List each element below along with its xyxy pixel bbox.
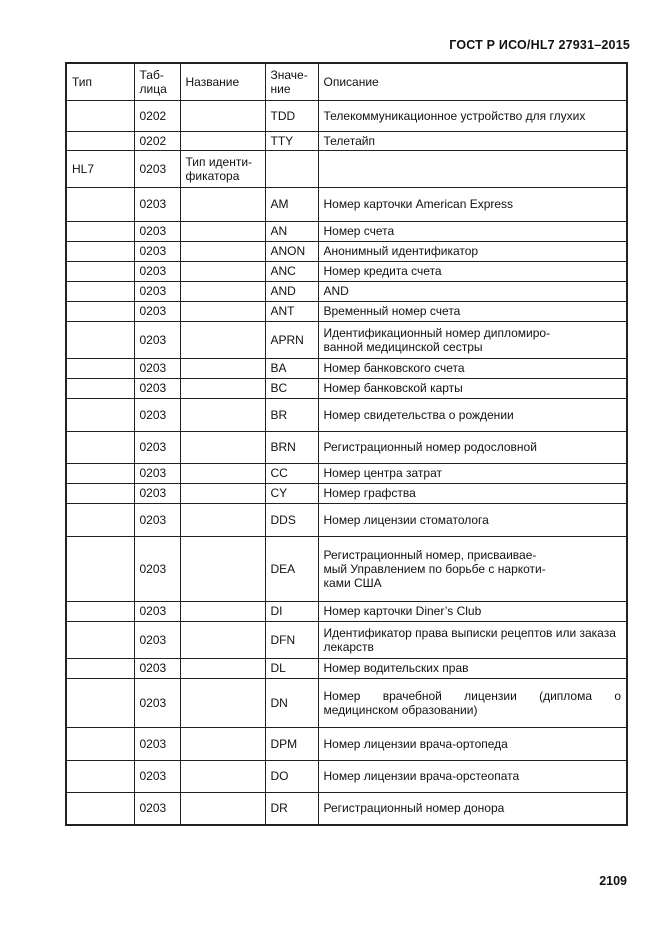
cell-name: [180, 301, 265, 321]
column-header-value: Значе- ние: [265, 63, 318, 100]
table-row: [66, 261, 627, 281]
cell-type: [66, 678, 134, 727]
table-row: [66, 503, 627, 536]
cell-description: Номер графства: [318, 483, 627, 503]
cell-table: 0203: [134, 678, 180, 727]
table-row: [66, 483, 627, 503]
cell-description: Идентификатор права выписки рецептов или заказа лекарств: [318, 621, 627, 658]
table-row: [66, 678, 627, 727]
cell-table: 0203: [134, 358, 180, 378]
cell-name: [180, 281, 265, 301]
cell-type: [66, 321, 134, 358]
table-row: [66, 398, 627, 431]
cell-value: ANC: [265, 261, 318, 281]
cell-type: [66, 187, 134, 221]
cell-value: BC: [265, 378, 318, 398]
cell-name: [180, 792, 265, 825]
cell-value: TDD: [265, 100, 318, 131]
cell-name: [180, 100, 265, 131]
cell-type: [66, 727, 134, 760]
cell-table: 0203: [134, 378, 180, 398]
cell-table: 0203: [134, 601, 180, 621]
cell-type: [66, 261, 134, 281]
cell-description: Регистрационный номер родословной: [318, 431, 627, 463]
table-row: [66, 281, 627, 301]
table-row: [66, 301, 627, 321]
cell-description: Номер лицензии врача-ортопеда: [318, 727, 627, 760]
cell-table: 0203: [134, 658, 180, 678]
cell-value: AND: [265, 281, 318, 301]
cell-table: 0202: [134, 100, 180, 131]
cell-type: [66, 221, 134, 241]
table-header-row: [66, 63, 627, 100]
cell-table: 0203: [134, 431, 180, 463]
table-row: [66, 792, 627, 825]
cell-name: [180, 536, 265, 601]
cell-table: 0203: [134, 727, 180, 760]
cell-table: 0203: [134, 150, 180, 187]
cell-table: 0203: [134, 261, 180, 281]
cell-value: DFN: [265, 621, 318, 658]
cell-name: [180, 261, 265, 281]
cell-type: [66, 658, 134, 678]
cell-description: Регистрационный номер, присваивае- мый Управлением по борьбе с наркоти- ками США: [318, 536, 627, 601]
cell-description: AND: [318, 281, 627, 301]
cell-name: [180, 221, 265, 241]
cell-table: 0203: [134, 221, 180, 241]
cell-name: [180, 678, 265, 727]
cell-name: Тип иденти- фикатора: [180, 150, 265, 187]
cell-description: Номер кредита счета: [318, 261, 627, 281]
cell-type: [66, 792, 134, 825]
table-row: [66, 658, 627, 678]
cell-value: DL: [265, 658, 318, 678]
cell-description: Временный номер счета: [318, 301, 627, 321]
cell-table: 0203: [134, 281, 180, 301]
identifier-table: [65, 62, 628, 826]
cell-value: BR: [265, 398, 318, 431]
cell-value: AN: [265, 221, 318, 241]
cell-value: [265, 150, 318, 187]
cell-name: [180, 131, 265, 150]
cell-type: [66, 358, 134, 378]
cell-description: Телетайп: [318, 131, 627, 150]
table-row: [66, 727, 627, 760]
cell-description: Телекоммуникационное устройство для глухих: [318, 100, 627, 131]
cell-value: TTY: [265, 131, 318, 150]
column-header-description: Описание: [318, 63, 627, 100]
table-row: [66, 760, 627, 792]
cell-name: [180, 503, 265, 536]
cell-value: AM: [265, 187, 318, 221]
table-body: [66, 100, 627, 825]
cell-table: 0203: [134, 301, 180, 321]
cell-value: DR: [265, 792, 318, 825]
cell-type: [66, 601, 134, 621]
cell-description: [318, 150, 627, 187]
cell-table: 0203: [134, 621, 180, 658]
cell-value: CC: [265, 463, 318, 483]
cell-type: [66, 760, 134, 792]
cell-table: 0203: [134, 187, 180, 221]
table-row: [66, 150, 627, 187]
cell-type: [66, 536, 134, 601]
cell-description: Анонимный идентификатор: [318, 241, 627, 261]
cell-type: [66, 131, 134, 150]
table-row: [66, 358, 627, 378]
cell-description: Номер счета: [318, 221, 627, 241]
column-header-table: Таб- лица: [134, 63, 180, 100]
cell-type: [66, 301, 134, 321]
cell-description: Номер банковского счета: [318, 358, 627, 378]
cell-table: 0203: [134, 398, 180, 431]
cell-value: DEA: [265, 536, 318, 601]
cell-type: [66, 621, 134, 658]
table-row: [66, 463, 627, 483]
cell-name: [180, 483, 265, 503]
cell-name: [180, 658, 265, 678]
table-row: [66, 378, 627, 398]
table-row: [66, 221, 627, 241]
table-row: [66, 321, 627, 358]
cell-value: DO: [265, 760, 318, 792]
page-number: 2109: [599, 874, 627, 888]
cell-table: 0203: [134, 536, 180, 601]
cell-type: [66, 378, 134, 398]
cell-name: [180, 358, 265, 378]
cell-description: Номер свидетельства о рождении: [318, 398, 627, 431]
cell-value: DN: [265, 678, 318, 727]
cell-table: 0203: [134, 463, 180, 483]
table-row: [66, 187, 627, 221]
table-row: [66, 536, 627, 601]
cell-description: Номер лицензии врача-орстеопата: [318, 760, 627, 792]
cell-type: [66, 398, 134, 431]
cell-name: [180, 727, 265, 760]
cell-name: [180, 321, 265, 358]
cell-name: [180, 187, 265, 221]
cell-description: Номер врачебной лицензии (диплома о медицинском образовании): [318, 678, 627, 727]
cell-type: [66, 431, 134, 463]
cell-table: 0203: [134, 321, 180, 358]
cell-type: [66, 483, 134, 503]
cell-description: Номер карточки Diner’s Club: [318, 601, 627, 621]
cell-value: DPM: [265, 727, 318, 760]
cell-description: Номер банковской карты: [318, 378, 627, 398]
column-header-type: Тип: [66, 63, 134, 100]
table-row: [66, 431, 627, 463]
cell-name: [180, 398, 265, 431]
table-row: [66, 601, 627, 621]
cell-description: Номер центра затрат: [318, 463, 627, 483]
cell-description: Идентификационный номер дипломиро- ванной медицинской сестры: [318, 321, 627, 358]
cell-table: 0203: [134, 483, 180, 503]
table-row: [66, 241, 627, 261]
cell-description: Регистрационный номер донора: [318, 792, 627, 825]
cell-type: [66, 241, 134, 261]
cell-name: [180, 621, 265, 658]
cell-description: Номер водительских прав: [318, 658, 627, 678]
cell-table: 0203: [134, 241, 180, 261]
cell-table: 0203: [134, 792, 180, 825]
cell-value: DI: [265, 601, 318, 621]
table-row: [66, 100, 627, 131]
cell-name: [180, 760, 265, 792]
cell-type: [66, 503, 134, 536]
cell-value: APRN: [265, 321, 318, 358]
table-row: [66, 621, 627, 658]
table-row: [66, 131, 627, 150]
cell-value: BRN: [265, 431, 318, 463]
document-header: ГОСТ Р ИСО/HL7 27931–2015: [449, 38, 630, 52]
cell-type: HL7: [66, 150, 134, 187]
cell-name: [180, 378, 265, 398]
cell-value: ANT: [265, 301, 318, 321]
cell-name: [180, 431, 265, 463]
cell-description: Номер карточки American Express: [318, 187, 627, 221]
cell-type: [66, 281, 134, 301]
cell-value: ANON: [265, 241, 318, 261]
cell-type: [66, 100, 134, 131]
cell-table: 0203: [134, 503, 180, 536]
cell-value: DDS: [265, 503, 318, 536]
cell-name: [180, 463, 265, 483]
cell-name: [180, 601, 265, 621]
cell-table: 0202: [134, 131, 180, 150]
cell-value: CY: [265, 483, 318, 503]
cell-table: 0203: [134, 760, 180, 792]
cell-name: [180, 241, 265, 261]
cell-type: [66, 463, 134, 483]
cell-value: BA: [265, 358, 318, 378]
column-header-name: Название: [180, 63, 265, 100]
cell-description: Номер лицензии стоматолога: [318, 503, 627, 536]
